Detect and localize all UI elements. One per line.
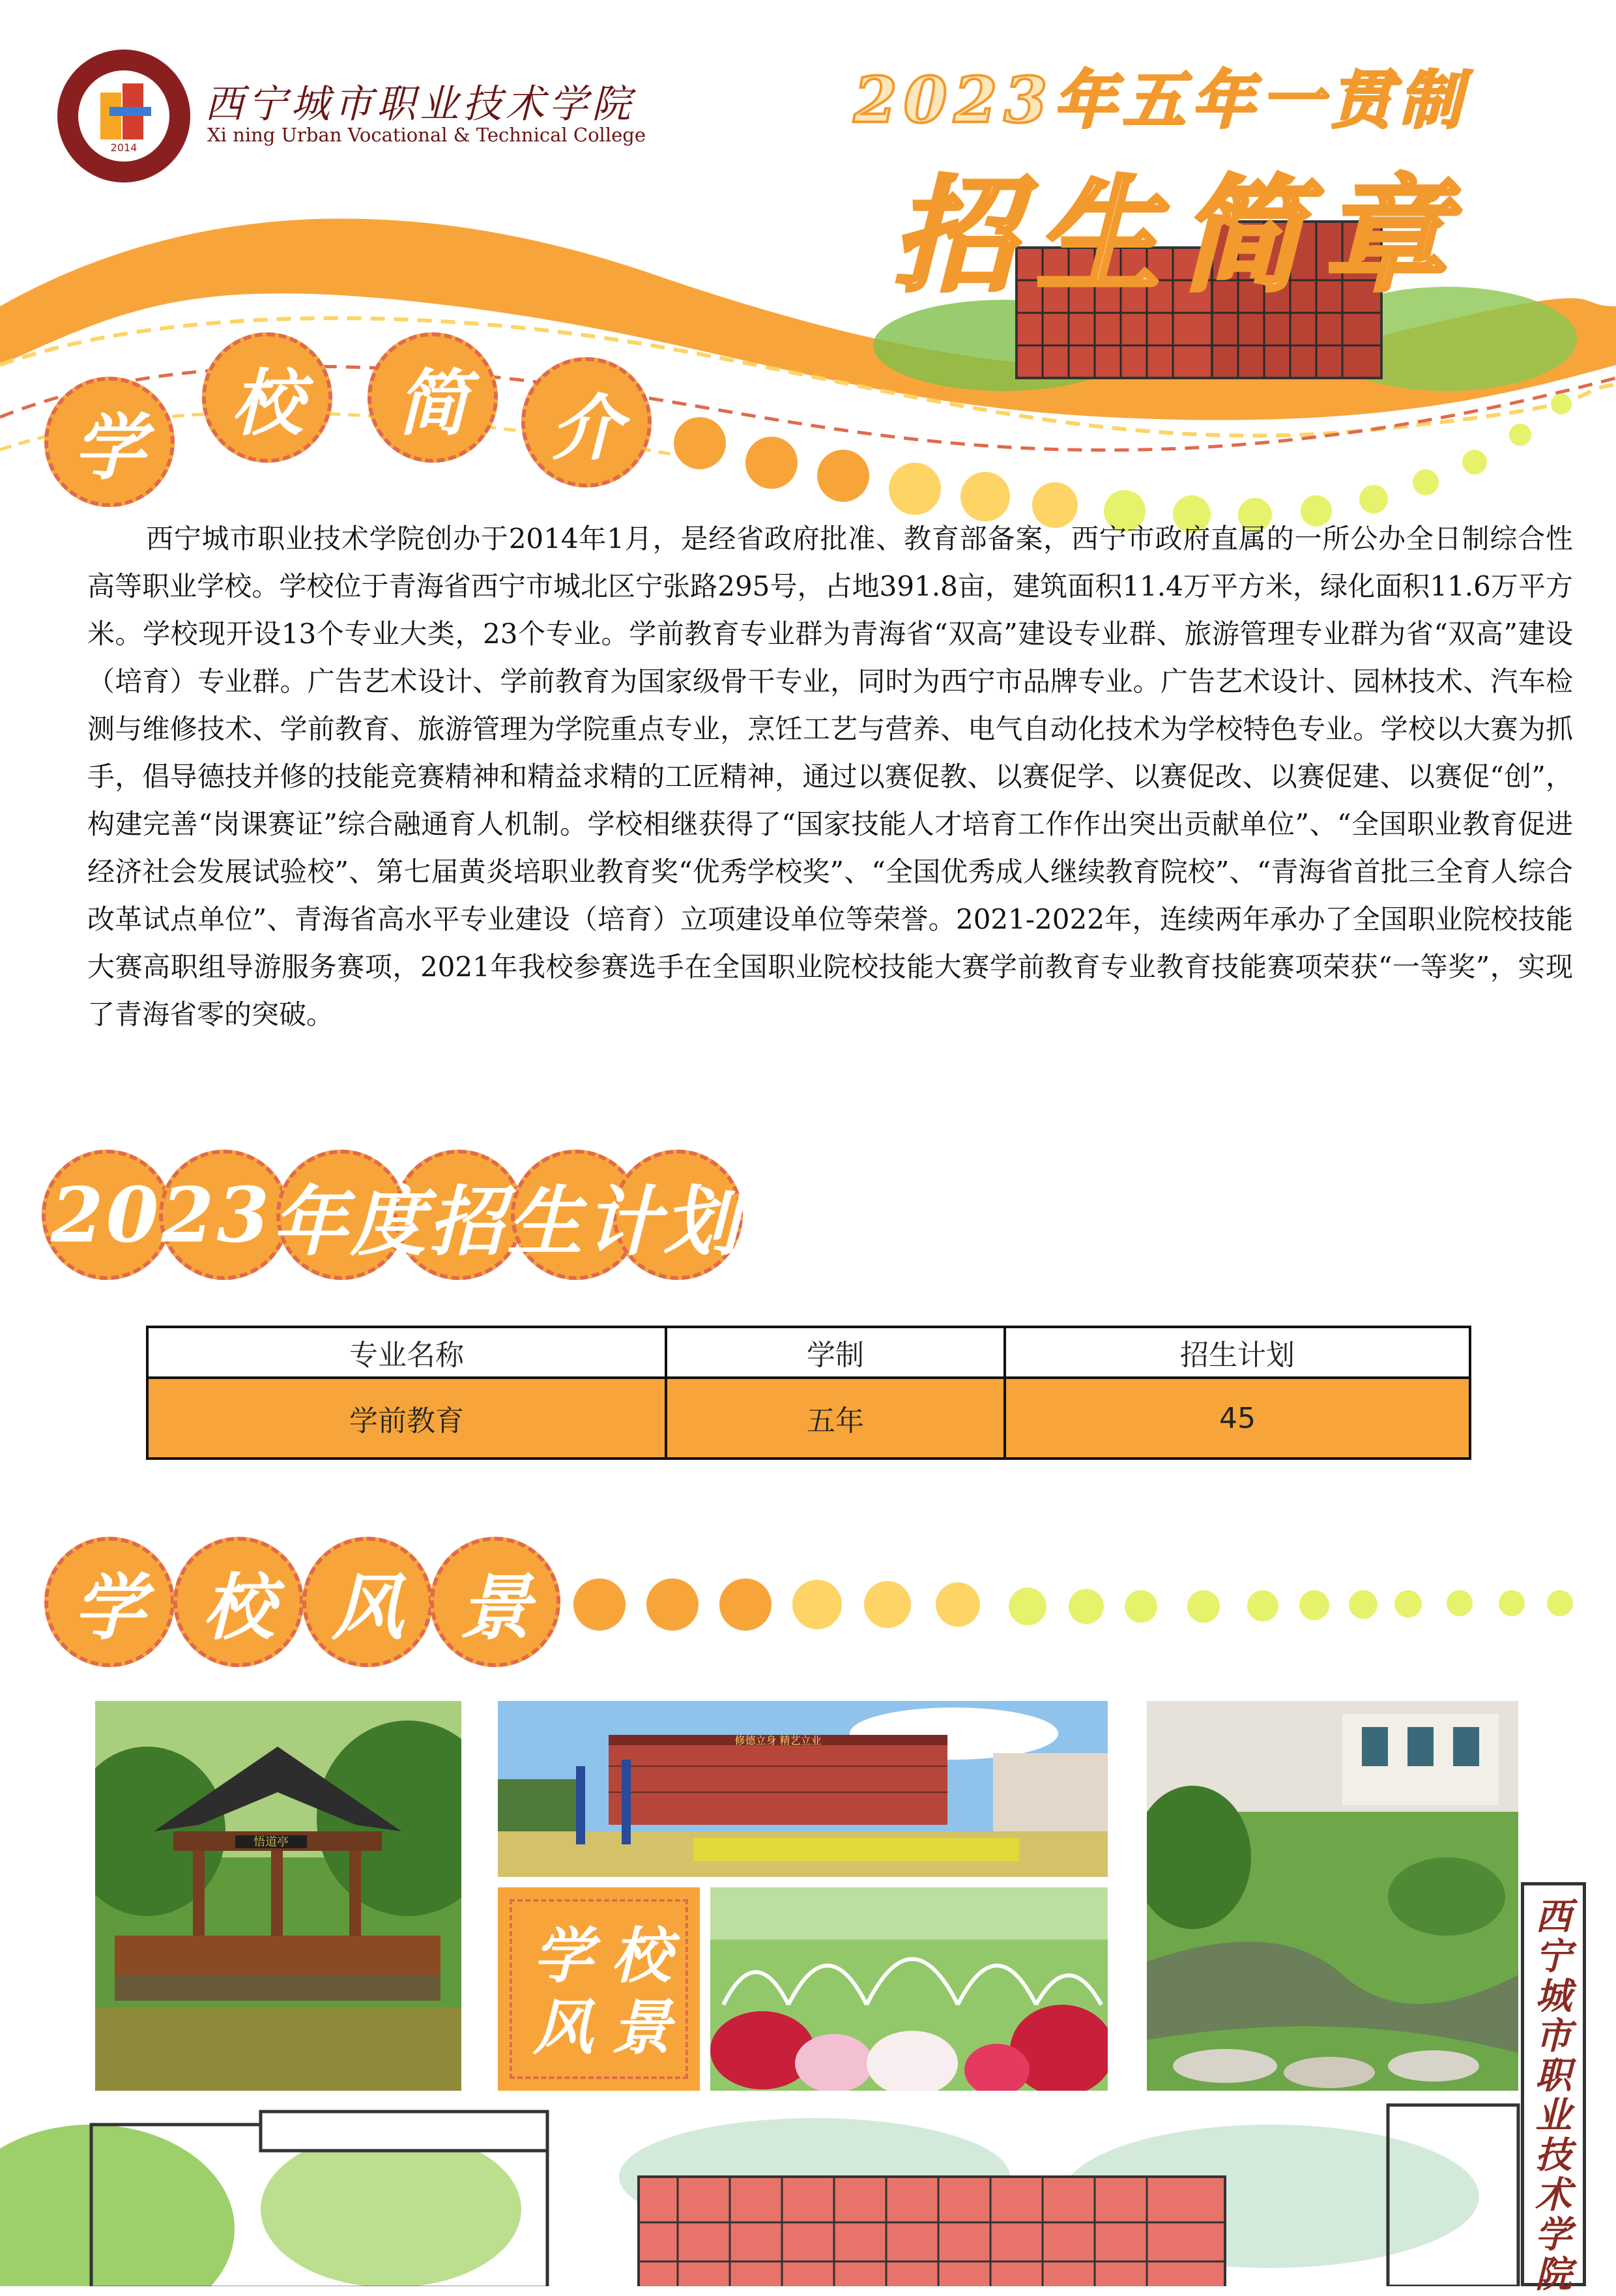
scenery-label-char: 校 — [611, 1921, 671, 1991]
scenery-label-char: 景 — [611, 1992, 671, 2063]
plan-heading-char: 年 — [272, 1177, 348, 1266]
photo-pond-garden — [1147, 1701, 1518, 2091]
intro-paragraph: 西宁城市职业技术学院创办于2014年1月，是经省政府批准、教育部备案，西宁市政府直属的一所公办全日制综合性高等职业学校。学校位于青海省西宁市城北区宁张路295号，占地391.8亩，建筑面积11.4万平方米，绿化面积11.6万平方米。学校现开设13个专业大类，23个专业。学前教育专业群为青海省“双高”建设专业群、旅游管理专业群为省“双高”建设（培育）专业群。广告艺术设计、学前教育为国家级骨干专业，同时为西宁市品牌专业。广告艺术设计、园林技术、汽车检测与维修技术、学前教育、旅游管理为学院重点专业，烹饪工艺与营养、电气自动化技术为学校特色专业。学校以大赛为抓手，倡导德技并修的技能竞赛精神和精益求精的工匠精神，通过以赛促教、以赛促学、以赛促改、以赛促建、以赛促“创”，构建完善“岗课赛证”综合融通育人机制。学校相继获得了“国家技能人才培育工作作出突出贡献单位”、“全国职业教育促进经济社会发展试验校”、第七届黄炎培职业教育奖“优秀学校奖”、“全国优秀成人继续教育院校”、“青海省首批三全育人综合改革试点单位”、青海省高水平专业建设（培育）立项建设单位等荣誉。2021-2022年，连续两年承办了全国职业院校技能大赛高职组导游服务赛项，2021年我校参赛选手在全国职业院校技能大赛学前教育专业教育技能赛项荣获“一等奖”，实现了青海省零的突破。 — [87, 523, 1573, 1030]
bottom-campus-sketch — [0, 2099, 1616, 2286]
scenery-heading-char: 景 — [430, 1537, 560, 1667]
plan-heading-char: 计 — [584, 1177, 661, 1266]
scenery-heading-char: 风 — [302, 1537, 433, 1667]
college-name-cn: 西宁城市职业技术学院 — [205, 81, 635, 127]
photo-pavilion — [95, 1701, 461, 2091]
plan-heading-char: 0 — [106, 1171, 159, 1260]
plan-heading-char: 招 — [428, 1177, 504, 1266]
plan-heading-char: 2 — [161, 1171, 214, 1260]
plan-heading-char: 3 — [216, 1171, 270, 1260]
vertical-college-banner — [1521, 1882, 1586, 2296]
intro-heading-char: 校 — [202, 332, 332, 463]
gate-sign: 修德立身 精艺立业 — [734, 1734, 822, 1747]
intro-heading-char: 学 — [44, 377, 175, 507]
cell-quota: 45 — [1005, 1378, 1470, 1459]
intro-heading-char: 简 — [368, 332, 498, 463]
banner-char: 业 — [1535, 2094, 1572, 2137]
scenery-label-box — [498, 1887, 700, 2091]
scenery-label-char: 风 — [532, 1992, 593, 2063]
table-row — [147, 1378, 1470, 1459]
college-logo — [55, 47, 193, 185]
banner-char: 院 — [1535, 2253, 1572, 2296]
college-name-en: Xi ning Urban Vocational & Technical College — [207, 124, 646, 146]
banner-char: 西 — [1535, 1895, 1572, 1938]
cell-major: 学前教育 — [147, 1378, 666, 1459]
banner-char: 术 — [1535, 2173, 1572, 2216]
plan-heading-char: 2 — [51, 1171, 104, 1260]
banner-char: 职 — [1535, 2054, 1572, 2097]
photo-campus-gate — [498, 1701, 1108, 1877]
intro-heading-char: 介 — [521, 357, 652, 487]
poster-title: 招生简章 — [893, 163, 1467, 308]
table-header-row — [147, 1327, 1470, 1378]
banner-char: 城 — [1535, 1975, 1572, 2018]
plan-heading-char: 度 — [350, 1177, 426, 1266]
plan-heading-char: 划 — [663, 1177, 739, 1266]
column-header-major: 专业名称 — [147, 1327, 666, 1378]
cell-duration: 五年 — [666, 1378, 1005, 1459]
poster-subtitle: 2023年五年一贯制 — [854, 63, 1469, 137]
enrollment-plan-table — [146, 1326, 1471, 1460]
scenery-label-char: 学 — [532, 1921, 593, 1991]
pavilion-sign: 悟道亭 — [253, 1835, 289, 1849]
scenery-heading-char: 学 — [44, 1537, 175, 1667]
logo-year: 2014 — [110, 141, 137, 154]
banner-char: 学 — [1535, 2213, 1572, 2256]
banner-char: 市 — [1535, 2014, 1572, 2057]
column-header-duration: 学制 — [666, 1327, 1005, 1378]
banner-char: 宁 — [1535, 1935, 1572, 1978]
column-header-quota: 招生计划 — [1005, 1327, 1470, 1378]
plan-heading-char: 生 — [506, 1177, 583, 1266]
banner-char: 技 — [1535, 2134, 1572, 2177]
photo-flower-garden — [710, 1887, 1108, 2091]
scenery-heading-char: 校 — [173, 1537, 304, 1667]
